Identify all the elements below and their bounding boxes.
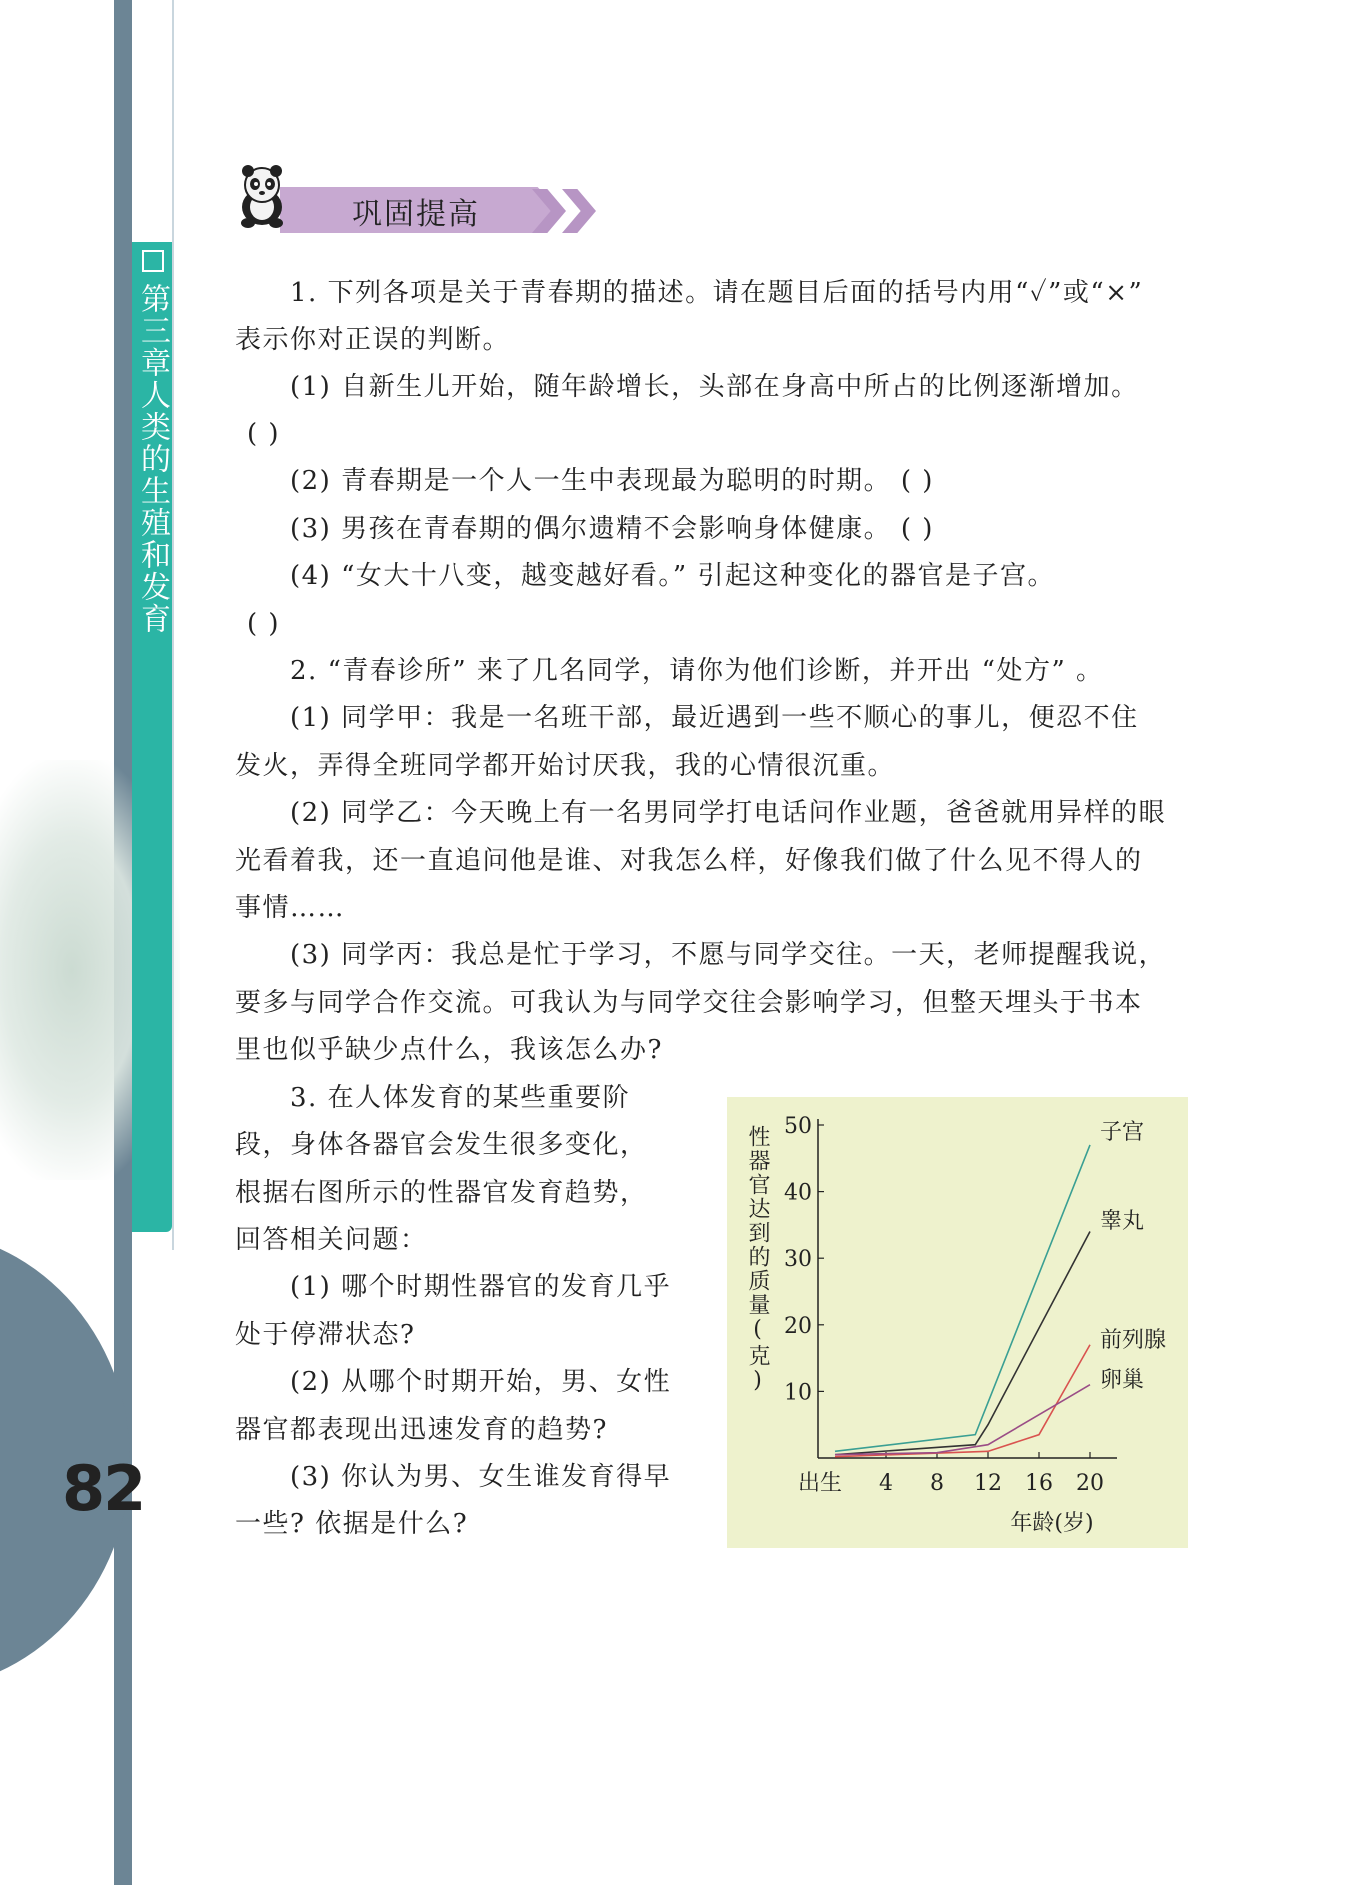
chapter-square-icon [142,250,164,272]
chart-series-label: 卵巢 [1100,1368,1145,1393]
chart-x-tick-label: 16 [1025,1471,1053,1496]
q1-stem-line2: 表示你对正误的判断。 [235,325,511,355]
q3-stem-line1: 3. 在人体发育的某些重要阶 [290,1083,631,1113]
organ-growth-chart [727,1097,1188,1548]
chart-series-line [835,1345,1090,1457]
chart-series-label: 子宫 [1100,1120,1145,1145]
q3-stem-line3: 根据右图所示的性器官发育趋势， [235,1178,648,1208]
q3-item3-line2: 一些? 依据是什么? [235,1509,469,1539]
chart-series-line [835,1385,1090,1455]
q2-item3-line3: 里也似乎缺少点什么，我该怎么办? [235,1035,663,1065]
chart-y-tick-label: 20 [784,1313,812,1339]
chapter-heading [134,283,174,635]
chart-x-tick-label: 8 [930,1471,944,1496]
q3-item2-line1: (2) 从哪个时期开始，男、女性 [290,1367,672,1397]
panda-icon [232,163,294,231]
q1-stem-line1: 1. 下列各项是关于青春期的描述。请在题目后面的括号内用“✓”或“×” [290,278,1144,308]
chart-x-tick-label: 4 [879,1471,893,1496]
chart-series-line [835,1232,1090,1455]
chart-y-tick-label: 40 [784,1180,812,1206]
q1-item3: (3) 男孩在青春期的偶尔遗精不会影响身体健康。 ( ) [290,514,934,544]
q2-item3-line2: 要多与同学合作交流。可我认为与同学交往会影响学习，但整天埋头于书本 [235,988,1143,1018]
q1-item1: (1) 自新生儿开始，随年龄增长，头部在身高中所占的比例逐渐增加。 [290,372,1139,402]
chart-series-line [835,1145,1090,1451]
chevron-right-icon [562,189,596,233]
chart-y-tick-label: 10 [784,1380,812,1406]
q2-item3-line1: (3) 同学丙：我总是忙于学习，不愿与同学交往。一天，老师提醒我说， [290,940,1167,970]
q3-item1-line1: (1) 哪个时期性器官的发育几乎 [290,1272,672,1302]
q2-item2-line2: 光看着我，还一直追问他是谁、对我怎么样，好像我们做了什么见不得人的 [235,846,1143,876]
q3-stem-line2: 段，身体各器官会发生很多变化， [235,1130,648,1160]
q1-item1-answer-paren: ( ) [247,419,281,449]
chart-series-label: 睾丸 [1100,1209,1145,1234]
chapter-number: 第三章 [135,283,170,379]
chart-y-axis-label: 性器官达到的质量(克) [745,1125,770,1395]
q2-item2-line3: 事情…… [235,893,346,923]
q3-stem-line4: 回答相关问题： [235,1225,428,1255]
chart-y-tick-label: 50 [784,1114,812,1139]
chart-x-axis-label: 年龄(岁) [1010,1511,1094,1536]
chart-x-tick-label: 20 [1076,1471,1104,1496]
q2-item1-line2: 发火，弄得全班同学都开始讨厌我，我的心情很沉重。 [235,751,896,781]
q2-stem: 2. “青春诊所” 来了几名同学，请你为他们诊断，并开出 “处方” 。 [290,656,1104,686]
chart-y-tick-label: 30 [784,1247,812,1273]
q1-item4: (4) “女大十八变，越变越好看。” 引起这种变化的器官是子宫。 [290,561,1055,591]
section-header [232,163,632,243]
chart-plot [727,1097,1188,1548]
q2-item2-line1: (2) 同学乙：今天晚上有一名男同学打电话问作业题，爸爸就用异样的眼 [290,798,1167,828]
q1-item2: (2) 青春期是一个人一生中表现最为聪明的时期。 ( ) [290,466,934,496]
q1-item4-answer-paren: ( ) [247,609,281,639]
q2-item1-line1: (1) 同学甲：我是一名班干部，最近遇到一些不顺心的事儿，便忍不住 [290,703,1139,733]
page-number: 82 [62,1452,145,1525]
chart-x-tick-label: 12 [974,1471,1002,1496]
q3-item3-line1: (3) 你认为男、女生谁发育得早 [290,1462,672,1492]
chart-x-tick-label: 出生 [797,1471,843,1496]
q3-item1-line2: 处于停滞状态? [235,1320,416,1350]
q3-item2-line2: 器官都表现出迅速发育的趋势? [235,1415,608,1445]
chart-series-label: 前列腺 [1100,1328,1167,1353]
chapter-title: 人类的生殖和发育 [135,379,170,635]
section-title: 巩固提高 [352,197,480,232]
